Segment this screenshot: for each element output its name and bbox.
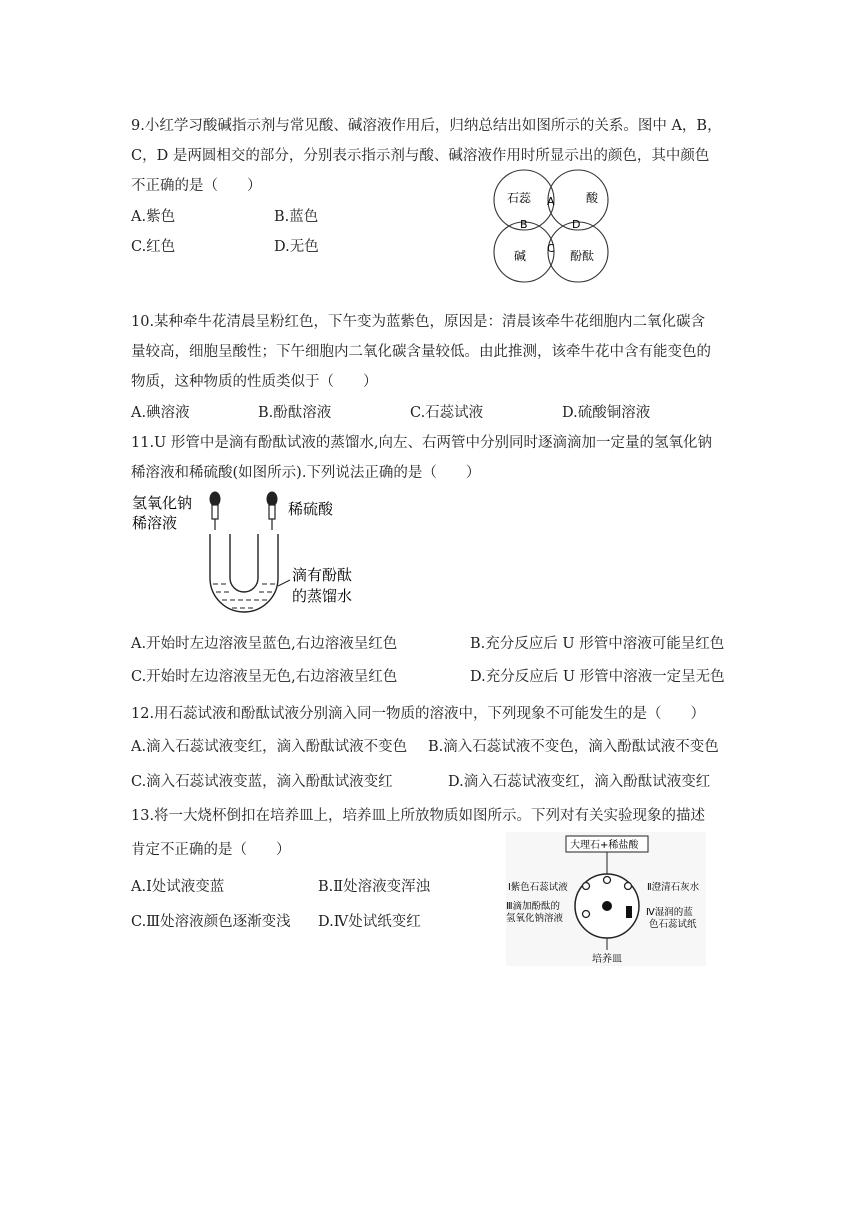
water-label-line-2: 的蒸馏水 xyxy=(292,587,353,605)
q11-option-c: C.开始时左边溶液呈无色,右边溶液呈红色 xyxy=(131,669,398,685)
q12-option-d: D.滴入石蕊试液变红，滴入酚酞试液变红 xyxy=(448,774,711,790)
left-dropper xyxy=(210,492,220,530)
q10-stem-line-3: 物质，这种物质的性质类似于（ ） xyxy=(131,374,378,390)
u-tube xyxy=(210,534,278,612)
dish-spot-ii xyxy=(625,883,632,890)
beaker-contents-label: 大理石+稀盐酸 xyxy=(570,840,639,851)
dish-spot-top xyxy=(604,877,611,884)
q13-option-a: A.Ⅰ处试液变蓝 xyxy=(131,879,225,895)
venn-label-acid: 酸 xyxy=(586,191,599,205)
q9-option-a: A.紫色 xyxy=(131,209,176,225)
q11-stem-line-1: 11.U 形管中是滴有酚酞试液的蒸馏水,向左、右两管中分别同时逐滴滴加一定量的氢氧化钠 xyxy=(131,435,712,451)
q13-option-c: C.Ⅲ处溶液颜色逐渐变浅 xyxy=(131,914,291,930)
dish-spot-center xyxy=(602,901,612,911)
q13-option-d: D.Ⅳ处试纸变红 xyxy=(318,914,421,930)
label-iv-line-1: Ⅳ湿润的蓝 xyxy=(646,907,693,918)
q11-option-d: D.充分反应后 U 形管中溶液一定呈无色 xyxy=(470,669,725,685)
q9-stem-line-1: 9.小红学习酸碱指示剂与常见酸、碱溶液作用后，归纳总结出如图所示的关系。图中 A，B， xyxy=(131,118,722,134)
q9-option-c: C.红色 xyxy=(131,239,176,255)
naoh-label-line-2: 稀溶液 xyxy=(132,514,178,532)
label-iii-line-1: Ⅲ滴加酚酞的 xyxy=(506,901,561,912)
venn-label-litmus: 石蕊 xyxy=(507,191,532,205)
venn-region-b: B xyxy=(520,218,528,231)
label-i: Ⅰ紫色石蕊试液 xyxy=(508,882,568,893)
test-paper-iv xyxy=(626,906,632,918)
q10-option-a: A.碘溶液 xyxy=(131,405,190,421)
q9-stem-line-3: 不正确的是（ ） xyxy=(131,178,262,194)
q9-stem-line-2: C，D 是两圆相交的部分，分别表示指示剂与酸、碱溶液作用时所显示出的颜色，其中颜色 xyxy=(131,148,710,164)
q12-option-c: C.滴入石蕊试液变蓝，滴入酚酞试液变红 xyxy=(131,774,393,790)
water-label-line-1: 滴有酚酞 xyxy=(292,566,353,584)
dish-spot-iii xyxy=(583,911,590,918)
q10-option-d: D.硫酸铜溶液 xyxy=(562,405,651,421)
h2so4-label: 稀硫酸 xyxy=(288,500,334,518)
q10-stem-line-1: 10.某种牵牛花清晨呈粉红色，下午变为蓝紫色，原因是：清晨该牵牛花细胞内二氧化碳含 xyxy=(131,314,706,330)
venn-label-phenol: 酚酞 xyxy=(570,249,595,263)
q10-option-c: C.石蕊试液 xyxy=(410,405,484,421)
q9-option-d: D.无色 xyxy=(274,239,319,255)
q11-stem-line-2: 稀溶液和稀硫酸(如图所示).下列说法正确的是（ ） xyxy=(131,465,481,481)
q10-option-b: B.酚酞溶液 xyxy=(258,405,332,421)
u-tube-diagram xyxy=(128,488,388,618)
label-ii: Ⅱ澄清石灰水 xyxy=(647,882,700,893)
right-dropper xyxy=(267,492,277,530)
q12-option-b: B.滴入石蕊试液不变色，滴入酚酞试液不变色 xyxy=(428,739,719,755)
petri-dish-diagram xyxy=(506,832,706,966)
q9-option-b: B.蓝色 xyxy=(274,209,319,225)
dish-label: 培养皿 xyxy=(592,954,622,965)
label-iii-line-2: 氢氧化钠溶液 xyxy=(506,913,564,924)
q11-option-b: B.充分反应后 U 形管中溶液可能呈红色 xyxy=(470,636,725,652)
q12-option-a: A.滴入石蕊试液变红，滴入酚酞试液不变色 xyxy=(131,739,408,755)
label-iv-line-2: 色石蕊试纸 xyxy=(649,919,697,930)
q11-option-a: A.开始时左边溶液呈蓝色,右边溶液呈红色 xyxy=(131,636,398,652)
venn-label-base: 碱 xyxy=(514,249,527,263)
venn-region-d: D xyxy=(572,218,581,231)
venn-region-c: C xyxy=(547,242,555,255)
q10-stem-line-2: 量较高，细胞呈酸性；下午细胞内二氧化碳含量较低。由此推测，该牵牛花中含有能变色的 xyxy=(131,344,711,360)
q13-stem-line-2: 肯定不正确的是（ ） xyxy=(131,842,291,858)
q13-option-b: B.Ⅱ处溶液变浑浊 xyxy=(318,879,431,895)
q13-stem-line-1: 13.将一大烧杯倒扣在培养皿上，培养皿上所放物质如图所示。下列对有关实验现象的描述 xyxy=(131,808,706,824)
venn-diagram xyxy=(490,168,630,288)
dish-spot-i xyxy=(583,883,590,890)
naoh-label-line-1: 氢氧化钠 xyxy=(132,494,193,512)
q12-stem: 12.用石蕊试液和酚酞试液分别滴入同一物质的溶液中，下列现象不可能发生的是（ ） xyxy=(131,706,706,722)
venn-region-a: A xyxy=(547,195,555,208)
